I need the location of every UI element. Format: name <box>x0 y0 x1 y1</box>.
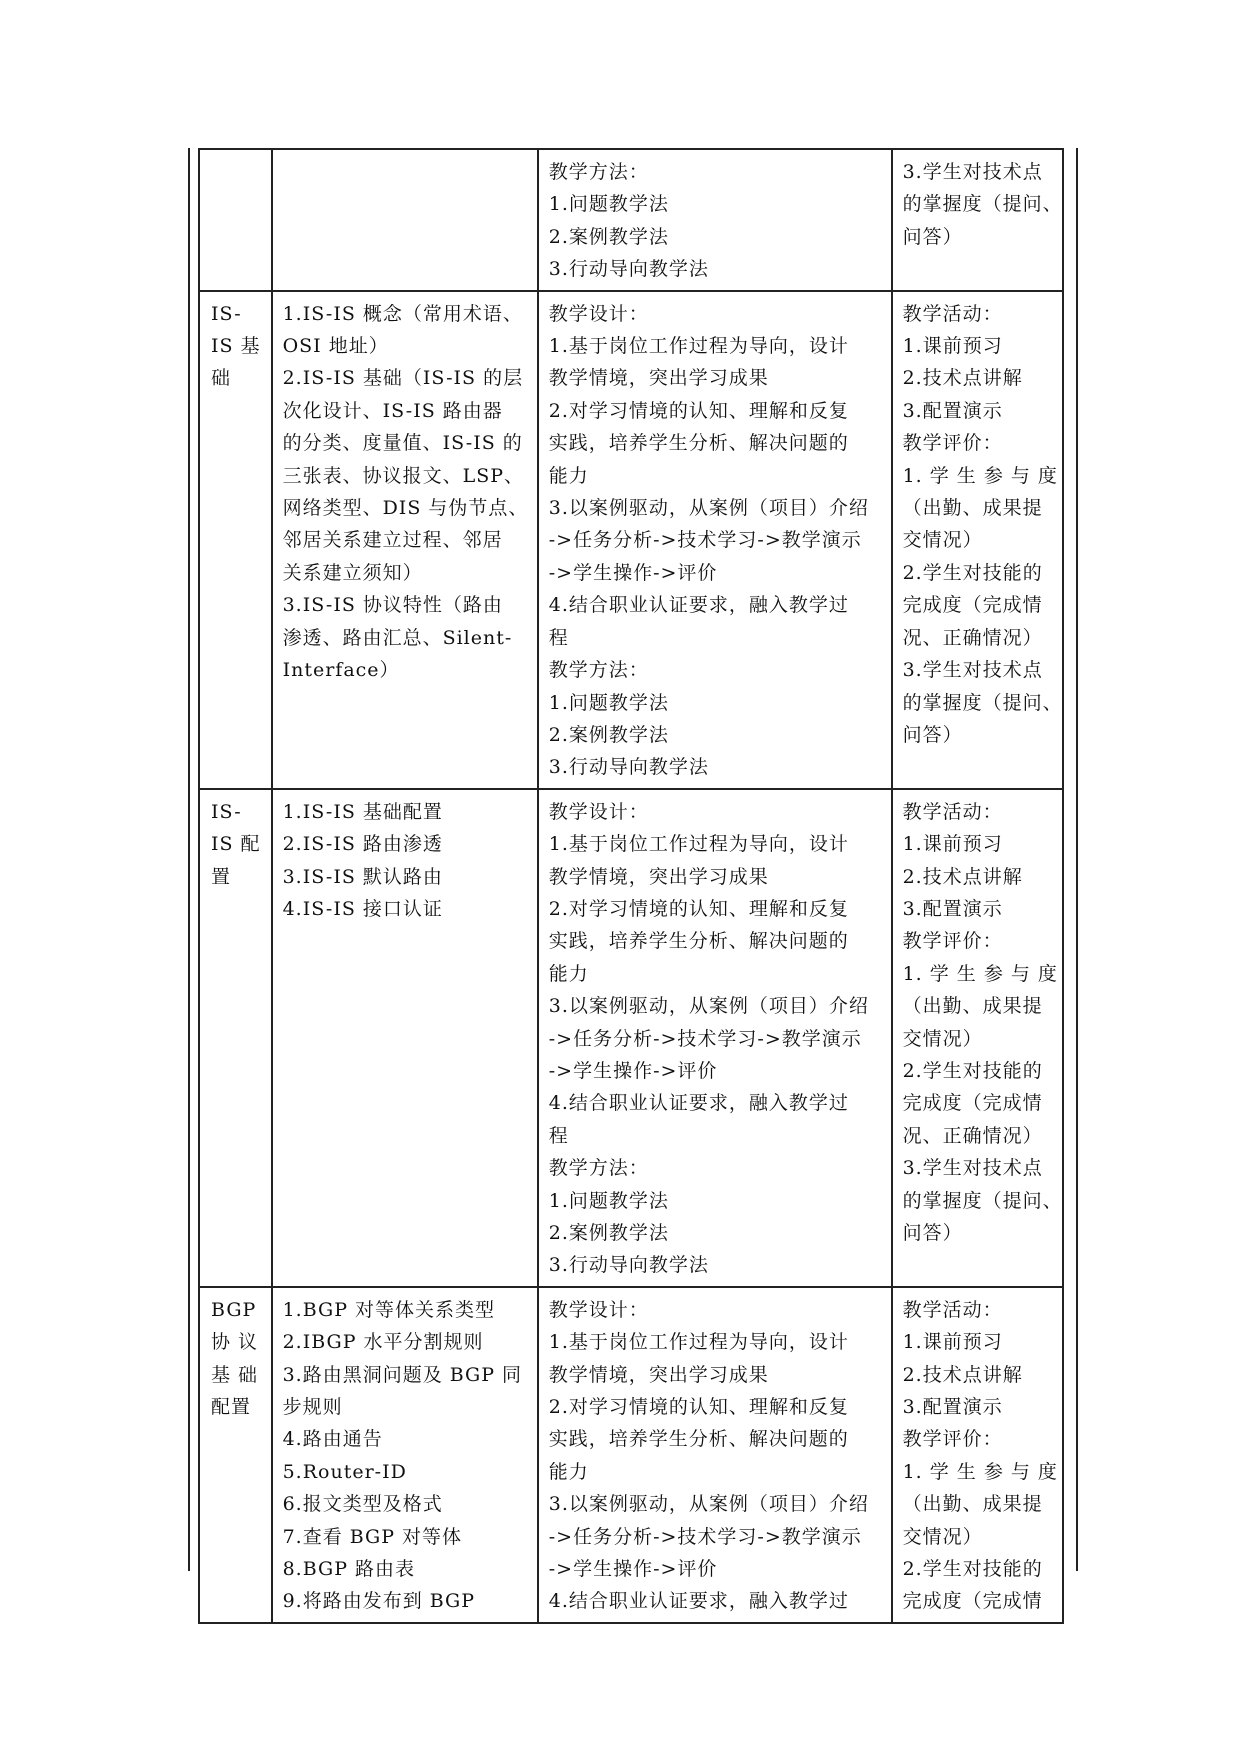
text-line: 交情况） <box>902 529 983 552</box>
text-line: 1.BGP 对等体关系类型 <box>282 1298 496 1321</box>
evaluation-cell <box>892 149 1063 291</box>
text-line: 1.IS-IS 基础配置 <box>282 800 443 823</box>
text-line: 2.学生对技能的 <box>902 1059 1043 1082</box>
topic-cell <box>199 149 272 291</box>
text-line: IS- <box>211 302 242 325</box>
text-line: 教学评价： <box>902 1428 1003 1451</box>
text-line: 教学方法： <box>548 1157 649 1180</box>
evaluation-cell <box>892 789 1063 1287</box>
text-line: 3.以案例驱动，从案例（项目）介绍 <box>548 995 869 1018</box>
text-line: 实践，培养学生分析、解决问题的 <box>548 930 849 953</box>
text-line: 2.对学习情境的认知、理解和反复 <box>548 1396 849 1419</box>
text-line: 教学情境，突出学习成果 <box>548 865 769 888</box>
content-cell <box>272 291 538 789</box>
text-line: 渗透、路由汇总、Silent- <box>282 626 513 649</box>
text-line: 邻居关系建立过程、邻居 <box>282 529 503 552</box>
text-line: 2.IS-IS 路由渗透 <box>282 833 443 856</box>
text-line: 5.Router-ID <box>282 1460 407 1483</box>
text-line: 2.对学习情境的认知、理解和反复 <box>548 399 849 422</box>
text-line: 完成度（完成情 <box>902 1590 1043 1613</box>
text-line: 次化设计、IS-IS 路由器 <box>282 399 503 422</box>
text-line: （出勤、成果提 <box>902 995 1043 1018</box>
text-line: ->任务分析->技术学习->教学演示 <box>548 1027 862 1050</box>
text-line: 教学活动： <box>902 1298 1003 1321</box>
text-line: 交情况） <box>902 1525 983 1548</box>
text-line: ->任务分析->技术学习->教学演示 <box>548 1525 862 1548</box>
text-line: 3.学生对技术点 <box>902 1157 1043 1180</box>
text-line: 1.问题教学法 <box>548 691 669 714</box>
text-line: 4.IS-IS 接口认证 <box>282 897 443 920</box>
text-line: 2.技术点讲解 <box>902 1363 1023 1386</box>
text-line: 关系建立须知） <box>282 561 423 584</box>
text-line: 教学设计： <box>548 800 649 823</box>
evaluation-cell <box>892 1287 1063 1623</box>
text-line: 教学情境，突出学习成果 <box>548 1363 769 1386</box>
text-line: 网络类型、DIS 与伪节点、 <box>282 497 529 520</box>
text-line: 1.基于岗位工作过程为导向，设计 <box>548 1331 849 1354</box>
text-line: 3.以案例驱动，从案例（项目）介绍 <box>548 1493 869 1516</box>
text-line: ->任务分析->技术学习->教学演示 <box>548 529 862 552</box>
table-row <box>199 291 1063 789</box>
text-line: 3.学生对技术点 <box>902 659 1043 682</box>
text-line: 步规则 <box>282 1396 343 1419</box>
text-line: 3.行动导向教学法 <box>548 258 709 281</box>
text-line: 4.路由通告 <box>282 1428 383 1451</box>
text-line: 3.路由黑洞问题及 BGP 同 <box>282 1363 523 1386</box>
text-line: 3.行动导向教学法 <box>548 1254 709 1277</box>
text-line: 程 <box>548 1124 569 1147</box>
text-line: 问答） <box>902 723 963 746</box>
evaluation-cell <box>892 291 1063 789</box>
text-line: 4.结合职业认证要求，融入教学过 <box>548 1092 849 1115</box>
text-line: （出勤、成果提 <box>902 497 1043 520</box>
text-line: 教学方法： <box>548 659 649 682</box>
text-line: 况、正确情况） <box>902 1124 1043 1147</box>
text-line: 完成度（完成情 <box>902 1092 1043 1115</box>
text-line: ->学生操作->评价 <box>548 1059 718 1082</box>
text-line: 2.技术点讲解 <box>902 367 1023 390</box>
text-line: 3.配置演示 <box>902 897 1003 920</box>
course-content-table <box>198 148 1064 1624</box>
teaching-design-cell <box>538 789 892 1287</box>
text-line: （出勤、成果提 <box>902 1493 1043 1516</box>
text-line: 教学活动： <box>902 800 1003 823</box>
text-line: 协 议 <box>211 1331 259 1354</box>
topic-cell <box>199 1287 272 1623</box>
text-line: 的掌握度（提问、 <box>902 691 1063 714</box>
teaching-design-cell <box>538 1287 892 1623</box>
text-line: 1.基于岗位工作过程为导向，设计 <box>548 335 849 358</box>
text-line: 实践，培养学生分析、解决问题的 <box>548 432 849 455</box>
text-line: 1. 学 生 参 与 度 <box>902 464 1058 487</box>
text-line: 7.查看 BGP 对等体 <box>282 1525 463 1548</box>
text-line: 1.问题教学法 <box>548 193 669 216</box>
text-line: 置 <box>211 865 232 888</box>
text-line: 1. 学 生 参 与 度 <box>902 1460 1058 1483</box>
text-line: IS 配 <box>211 833 261 856</box>
text-line: 问答） <box>902 1222 963 1244</box>
text-line: 4.结合职业认证要求，融入教学过 <box>548 1590 849 1613</box>
teaching-design-cell <box>538 149 892 291</box>
topic-cell <box>199 291 272 789</box>
text-line: 教学方法： <box>548 161 649 183</box>
text-line: 1.课前预习 <box>902 833 1003 856</box>
text-line: 3.以案例驱动，从案例（项目）介绍 <box>548 497 869 520</box>
text-line: 教学评价： <box>902 432 1003 455</box>
text-line: Interface） <box>282 659 400 682</box>
text-line: 6.报文类型及格式 <box>282 1493 443 1516</box>
content-cell <box>272 149 538 291</box>
text-line: 1.课前预习 <box>902 1331 1003 1354</box>
text-line: 实践，培养学生分析、解决问题的 <box>548 1428 849 1451</box>
text-line: 3.IS-IS 协议特性（路由 <box>282 594 503 617</box>
text-line: 教学设计： <box>548 302 649 325</box>
text-line: 能力 <box>548 464 589 487</box>
text-line: 3.配置演示 <box>902 399 1003 422</box>
content-cell <box>272 789 538 1287</box>
text-line: IS 基 <box>211 335 261 358</box>
text-line: 3.学生对技术点 <box>902 161 1043 183</box>
text-line: 教学评价： <box>902 930 1003 953</box>
text-line: 3.行动导向教学法 <box>548 756 709 779</box>
text-line: ->学生操作->评价 <box>548 561 718 584</box>
text-line: 完成度（完成情 <box>902 594 1043 617</box>
text-line: 1.基于岗位工作过程为导向，设计 <box>548 833 849 856</box>
table-row <box>199 1287 1063 1623</box>
text-line: 能力 <box>548 962 589 985</box>
text-line: 2.学生对技能的 <box>902 561 1043 584</box>
text-line: 1.IS-IS 概念（常用术语、 <box>282 302 523 325</box>
text-line: 2.案例教学法 <box>548 225 669 248</box>
text-line: 2.IBGP 水平分割规则 <box>282 1331 484 1354</box>
text-line: 2.案例教学法 <box>548 723 669 746</box>
text-line: 的分类、度量值、IS-IS 的 <box>282 432 523 455</box>
text-line: 2.对学习情境的认知、理解和反复 <box>548 897 849 920</box>
text-line: 1.课前预习 <box>902 335 1003 358</box>
text-line: 9.将路由发布到 BGP <box>282 1590 476 1613</box>
text-line: 教学活动： <box>902 302 1003 325</box>
table-body <box>199 149 1063 1623</box>
text-line: 程 <box>548 626 569 649</box>
text-line: 况、正确情况） <box>902 626 1043 649</box>
text-line: 配置 <box>211 1396 252 1419</box>
table-row <box>199 789 1063 1287</box>
text-line: OSI 地址） <box>282 335 389 358</box>
text-line: 3.IS-IS 默认路由 <box>282 865 443 888</box>
text-line: 2.IS-IS 基础（IS-IS 的层 <box>282 367 524 390</box>
text-line: BGP <box>211 1298 257 1321</box>
text-line: 问答） <box>902 225 963 248</box>
teaching-design-cell <box>538 291 892 789</box>
text-line: 教学设计： <box>548 1298 649 1321</box>
content-cell <box>272 1287 538 1623</box>
text-line: 1.问题教学法 <box>548 1189 669 1212</box>
text-line: 3.配置演示 <box>902 1396 1003 1419</box>
text-line: 1. 学 生 参 与 度 <box>902 962 1058 985</box>
text-line: 基 础 <box>211 1363 259 1386</box>
text-line: 的掌握度（提问、 <box>902 193 1063 216</box>
text-line: ->学生操作->评价 <box>548 1558 718 1581</box>
text-line: 三张表、协议报文、LSP、 <box>282 464 524 487</box>
table-outer-border-right <box>1076 148 1078 1571</box>
text-line: 的掌握度（提问、 <box>902 1189 1063 1212</box>
text-line: 础 <box>211 367 232 390</box>
text-line: IS- <box>211 800 242 823</box>
text-line: 2.学生对技能的 <box>902 1558 1043 1581</box>
text-line: 交情况） <box>902 1027 983 1050</box>
text-line: 2.案例教学法 <box>548 1222 669 1244</box>
table-outer-border-left <box>188 148 190 1571</box>
topic-cell <box>199 789 272 1287</box>
text-line: 2.技术点讲解 <box>902 865 1023 888</box>
text-line: 教学情境，突出学习成果 <box>548 367 769 390</box>
text-line: 4.结合职业认证要求，融入教学过 <box>548 594 849 617</box>
text-line: 能力 <box>548 1460 589 1483</box>
table-row <box>199 149 1063 291</box>
text-line: 8.BGP 路由表 <box>282 1558 416 1581</box>
